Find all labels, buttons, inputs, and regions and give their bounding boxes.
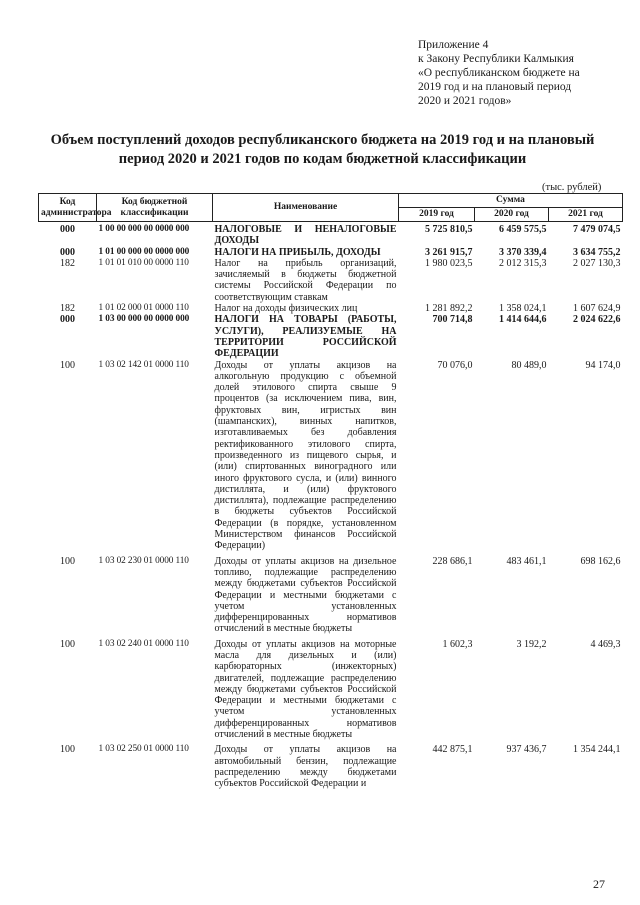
header-name: Наименование xyxy=(213,194,399,222)
name-cell: Доходы от уплаты акцизов на моторные масла для дизельных и (или) карбюраторных (инжекторных) двигателей, подлежащие распределению между бюджетами субъектов Российской Федерации и местными бюджетами с учетом установленных дифференцированных нормативов отчислений в местные бюджеты xyxy=(214,638,397,741)
budget-code-cell: 1 03 02 250 01 0000 110 xyxy=(98,744,189,755)
name-cell: Доходы от уплаты акцизов на алкогольную продукцию с объемной долей этилового спирта свыше 9 процентов (за исключением пива, вин, фруктовых вин, игристых вин (шампанских), винных напитков, изготавливаемых без добавления ректификованного этилового спирта, произведенного из пищевого сырья, и (или) спиртованных виноградного или иного фруктового сусла, и (или) винного дистиллята, и (или) фруктового дистиллята), подлежащие распределению в бюджеты субъектов Российской Федерации (в порядке, установленном Министерством финансов Российской Федерации) xyxy=(214,359,397,552)
value-2020-cell: 1 414 644,6 xyxy=(499,314,547,326)
table-row xyxy=(39,258,623,303)
header-budget-code: Код бюджетной классификации xyxy=(97,194,213,222)
admin-code-cell: 100 xyxy=(60,638,75,650)
admin-code-cell: 000 xyxy=(60,224,75,235)
document-title: Объем поступлений доходов республиканского бюджета на 2019 год и на плановый период 2020 и 2021 годов по кодам бюджетной классификации xyxy=(50,132,595,167)
unit-label: (тыс. рублей) xyxy=(542,182,602,193)
value-2020-cell: 80 489,0 xyxy=(511,359,547,371)
value-2020-cell: 483 461,1 xyxy=(506,555,547,567)
value-2021-cell: 698 162,6 xyxy=(580,555,621,567)
admin-code-cell: 182 xyxy=(60,257,75,269)
table-row xyxy=(39,247,623,258)
table-row xyxy=(39,314,623,359)
value-2021-cell: 2 027 130,3 xyxy=(573,257,621,269)
budget-code-cell: 1 01 01 010 00 0000 110 xyxy=(98,257,189,268)
budget-code-cell: 1 03 02 230 01 0000 110 xyxy=(98,555,189,566)
table-row xyxy=(39,222,623,247)
appendix-note xyxy=(418,38,613,108)
table-body xyxy=(39,222,623,790)
admin-code-cell: 182 xyxy=(60,303,75,315)
value-2019-cell: 228 686,1 xyxy=(432,555,473,567)
table-row xyxy=(39,744,623,789)
table-row xyxy=(39,360,623,556)
value-2020-cell: 1 358 024,1 xyxy=(499,303,547,315)
table-row xyxy=(39,556,623,639)
admin-code-cell: 100 xyxy=(60,555,75,567)
name-cell: Доходы от уплаты акцизов на автомобильный бензин, подлежащие распределению между бюджетами субъектов Российской Федерации и xyxy=(214,744,397,790)
value-2021-cell: 2 024 622,6 xyxy=(573,314,621,326)
budget-code-cell: 1 03 02 142 01 0000 110 xyxy=(98,359,189,370)
name-cell: НАЛОГИ НА ПРИБЫЛЬ, ДОХОДЫ xyxy=(214,246,381,258)
admin-code-cell: 100 xyxy=(60,359,75,371)
name-cell: НАЛОГОВЫЕ И НЕНАЛОГОВЫЕ ДОХОДЫ xyxy=(214,224,397,247)
value-2019-cell: 700 714,8 xyxy=(432,314,473,326)
value-2020-cell: 2 012 315,3 xyxy=(499,257,547,269)
value-2019-cell: 1 602,3 xyxy=(442,638,473,650)
name-cell: Налог на прибыль организаций, зачисляемый в бюджеты бюджетной системы Российской Федерации по соответствующим ставкам xyxy=(214,257,397,303)
budget-code-cell: 1 01 00 000 00 0000 000 xyxy=(98,246,190,257)
header-2021: 2021 год xyxy=(549,208,623,222)
value-2020-cell: 3 370 339,4 xyxy=(499,246,547,258)
value-2021-cell: 4 469,3 xyxy=(590,638,621,650)
value-2019-cell: 1 281 892,2 xyxy=(425,303,473,315)
admin-code-cell: 100 xyxy=(60,744,75,756)
header-2019: 2019 год xyxy=(399,208,475,222)
name-cell: Налог на доходы физических лиц xyxy=(214,303,358,315)
appendix-line: к Закону Республики Калмыкия xyxy=(418,53,574,65)
value-2019-cell: 70 076,0 xyxy=(437,359,473,371)
value-2021-cell: 94 174,0 xyxy=(585,359,621,371)
name-cell: Доходы от уплаты акцизов на дизельное топливо, подлежащие распределению между бюджетами субъектов Российской Федерации и местными бюджетами с учетом установленных дифференцированных нормативов отчислений в местные бюджеты xyxy=(214,555,397,635)
value-2021-cell: 1 607 624,9 xyxy=(573,303,621,315)
admin-code-cell: 000 xyxy=(60,314,75,326)
page-number: 27 xyxy=(593,877,605,891)
value-2021-cell: 1 354 244,1 xyxy=(573,744,621,756)
value-2019-cell: 5 725 810,5 xyxy=(425,224,473,235)
admin-code-cell: 000 xyxy=(60,246,75,258)
table-header xyxy=(39,194,623,222)
revenue-table xyxy=(38,193,623,790)
budget-code-cell: 1 00 00 000 00 0000 000 xyxy=(98,224,190,234)
appendix-line: Приложение 4 xyxy=(418,39,489,51)
value-2019-cell: 1 980 023,5 xyxy=(425,257,473,269)
header-2020: 2020 год xyxy=(475,208,549,222)
appendix-line: 2020 и 2021 годов» xyxy=(418,95,512,107)
budget-code-cell: 1 03 02 240 01 0000 110 xyxy=(98,638,189,649)
value-2020-cell: 6 459 575,5 xyxy=(499,224,547,235)
value-2020-cell: 937 436,7 xyxy=(506,744,547,756)
value-2021-cell: 3 634 755,2 xyxy=(573,246,621,258)
table-row xyxy=(39,303,623,314)
header-admin-code: Код администратора xyxy=(39,194,97,222)
header-sum: Сумма xyxy=(399,194,623,208)
value-2021-cell: 7 479 074,5 xyxy=(573,224,621,235)
value-2019-cell: 3 261 915,7 xyxy=(425,246,473,258)
value-2020-cell: 3 192,2 xyxy=(516,638,547,650)
value-2019-cell: 442 875,1 xyxy=(432,744,473,756)
table-row xyxy=(39,639,623,745)
appendix-line: 2019 год и на плановый период xyxy=(418,81,572,93)
budget-code-cell: 1 01 02 000 01 0000 110 xyxy=(98,303,189,314)
name-cell: НАЛОГИ НА ТОВАРЫ (РАБОТЫ, УСЛУГИ), РЕАЛИЗУЕМЫЕ НА ТЕРРИТОРИИ РОССИЙСКОЙ ФЕДЕРАЦИИ xyxy=(214,314,397,360)
appendix-line: «О республиканском бюджете на xyxy=(418,67,580,79)
budget-code-cell: 1 03 00 000 00 0000 000 xyxy=(98,314,190,325)
